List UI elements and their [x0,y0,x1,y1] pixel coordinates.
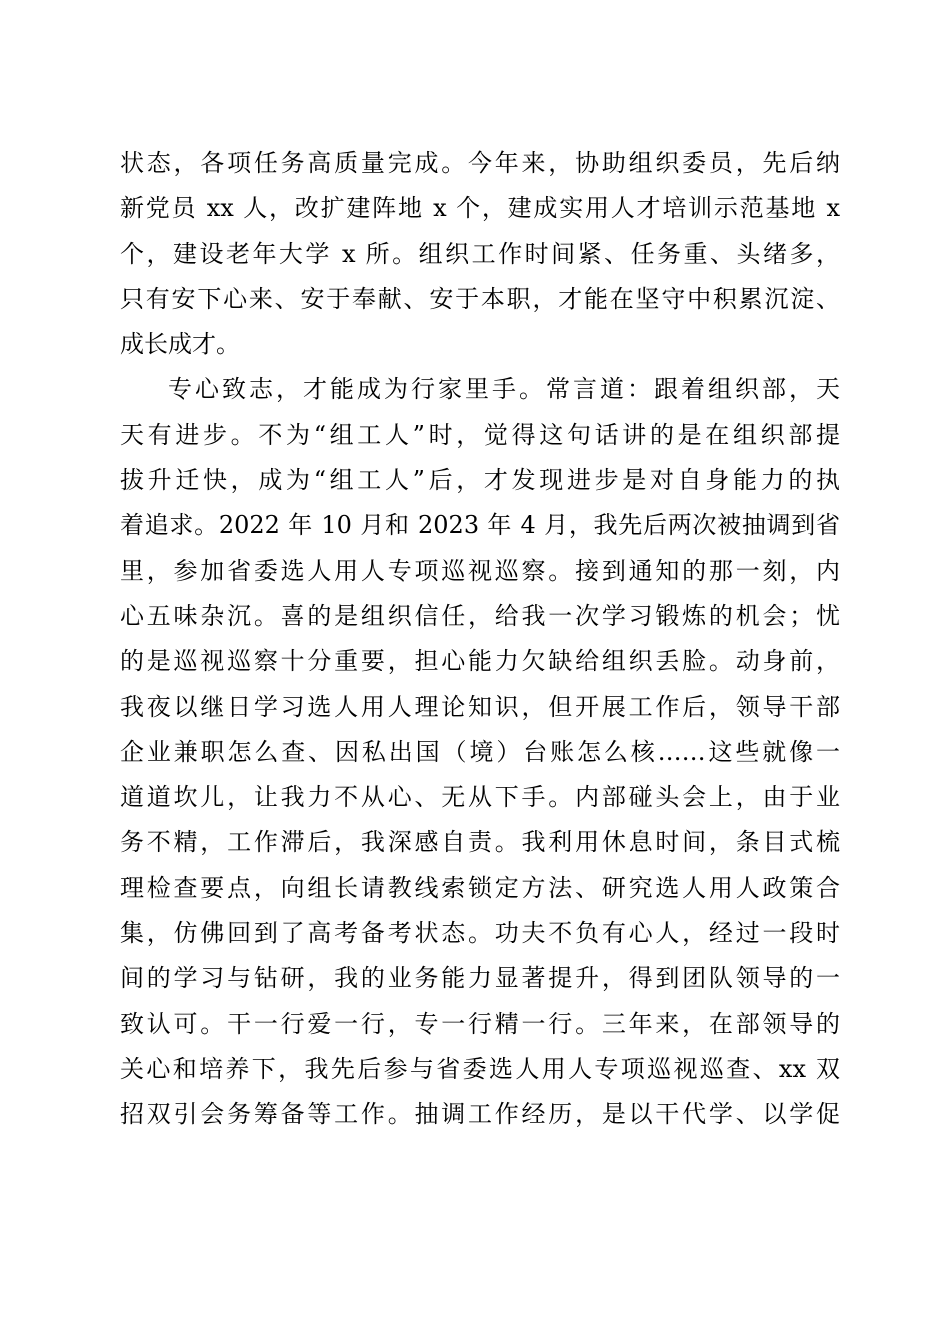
text-line: 理检查要点，向组长请教线索锁定方法、研究选人用人政策合 [120,873,840,902]
text-line: 道道坎儿，让我力不从心、无从下手。内部碰头会上，由于业 [120,783,840,812]
body-text [120,141,840,1138]
text-line: 只有安下心来、安于奉献、安于本职，才能在坚守中积累沉淀、 [120,284,840,313]
text-line: 个，建设老年大学 x 所。组织工作时间紧、任务重、头绪多， [120,239,840,268]
text-line: 的是巡视巡察十分重要，担心能力欠缺给组织丢脸。动身前， [120,647,840,676]
text-line: 我夜以继日学习选人用人理论知识，但开展工作后，领导干部 [120,692,840,721]
text-line: 务不精，工作滞后，我深感自责。我利用休息时间，条目式梳 [120,828,840,857]
text-line: 天有进步。不为“组工人”时，觉得这句话讲的是在组织部提 [120,420,840,449]
text-line: 成长成才。 [120,330,240,359]
text-line: 致认可。干一行爱一行，专一行精一行。三年来，在部领导的 [120,1009,840,1038]
text-line: 拔升迁快，成为“组工人”后，才发现进步是对自身能力的执 [120,466,840,495]
text-line: 状态，各项任务高质量完成。今年来，协助组织委员，先后纳 [120,149,840,177]
text-line: 企业兼职怎么查、因私出国（境）台账怎么核……这些就像一 [120,737,840,766]
text-line: 着追求。2022 年 10 月和 2023 年 4 月，我先后两次被抽调到省 [120,511,840,540]
text-line: 里，参加省委选人用人专项巡视巡察。接到通知的那一刻，内 [120,556,840,585]
text-line: 招双引会务筹备等工作。抽调工作经历，是以干代学、以学促 [120,1100,840,1129]
text-line: 心五味杂沉。喜的是组织信任，给我一次学习锻炼的机会；忧 [120,601,840,630]
text-line: 专心致志，才能成为行家里手。常言道：跟着组织部，天 [168,375,840,404]
text-line: 关心和培养下，我先后参与省委选人用人专项巡视巡查、xx 双 [120,1054,840,1083]
paragraph-1 [120,141,840,367]
text-line: 新党员 xx 人，改扩建阵地 x 个，建成实用人才培训示范基地 x [120,194,840,223]
paragraph-2 [120,367,840,1137]
text-line: 集，仿佛回到了高考备考状态。功夫不负有心人，经过一段时 [120,919,840,948]
text-line: 间的学习与钻研，我的业务能力显著提升，得到团队领导的一 [120,964,840,993]
